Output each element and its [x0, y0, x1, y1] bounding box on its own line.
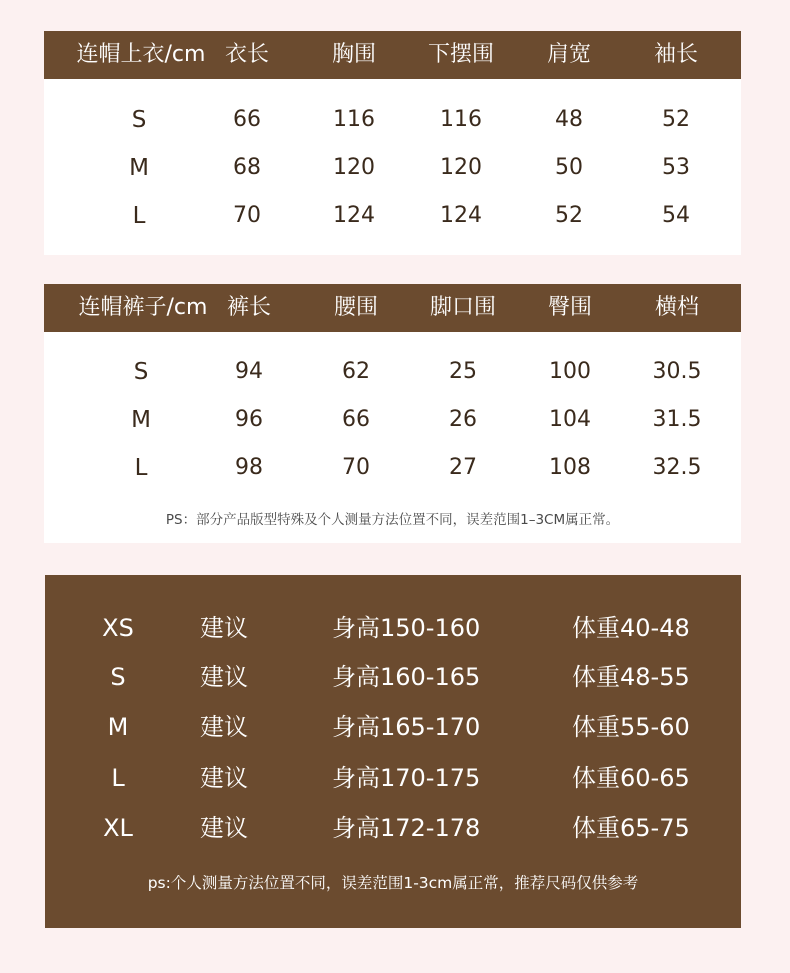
tops-header-shoulder: 肩宽	[546, 42, 592, 67]
size-label: M	[129, 155, 149, 181]
table-cell: 98	[235, 455, 263, 480]
table-cell: 50	[555, 155, 583, 180]
size-label: S	[133, 359, 149, 385]
tops-table-header	[44, 31, 741, 79]
recommendation-row	[45, 660, 741, 694]
table-cell: 94	[235, 359, 263, 384]
pants-table-note: PS：部分产品版型特殊及个人测量方法位置不同，误差范围1–3CM属正常。	[165, 512, 620, 528]
size-label: XS	[102, 614, 134, 642]
table-cell: 70	[342, 455, 370, 480]
tops-header-chest: 胸围	[331, 42, 377, 67]
tops-size-table	[44, 31, 741, 255]
table-cell: 48	[555, 107, 583, 132]
table-cell: 100	[549, 359, 591, 384]
table-cell: 25	[449, 359, 477, 384]
recommendation-row	[45, 811, 741, 845]
table-row	[44, 153, 741, 183]
table-cell: 52	[662, 107, 690, 132]
recommendation-row	[45, 761, 741, 795]
tops-header-hem: 下摆围	[427, 42, 495, 67]
table-cell: 52	[555, 203, 583, 228]
table-cell: 53	[662, 155, 690, 180]
size-label: L	[134, 455, 148, 481]
recommendation-row	[45, 710, 741, 744]
table-cell: 32.5	[652, 455, 702, 480]
suggest-label: 建议	[200, 614, 248, 642]
weight-range: 体重40-48	[572, 614, 690, 642]
weight-range: 体重48-55	[572, 663, 690, 691]
size-label: L	[111, 764, 125, 792]
pants-size-table	[44, 284, 741, 543]
table-row	[44, 201, 741, 231]
size-label: L	[132, 203, 146, 229]
weight-range: 体重55-60	[572, 713, 690, 741]
table-cell: 31.5	[652, 407, 702, 432]
table-cell: 26	[449, 407, 477, 432]
table-cell: 66	[342, 407, 370, 432]
table-cell: 27	[449, 455, 477, 480]
table-cell: 68	[233, 155, 261, 180]
pants-header-crotch: 横档	[654, 295, 700, 320]
weight-range: 体重60-65	[572, 764, 690, 792]
table-cell: 124	[333, 203, 375, 228]
size-label: M	[131, 407, 151, 433]
size-label: XL	[103, 814, 133, 842]
recommendation-row	[45, 611, 741, 645]
table-cell: 108	[549, 455, 591, 480]
tops-header-title: 连帽上衣/cm	[76, 42, 206, 67]
table-cell: 124	[440, 203, 482, 228]
pants-header-length: 裤长	[226, 295, 272, 320]
recommendation-note: ps:个人测量方法位置不同，误差范围1-3cm属正常，推荐尺码仅供参考	[147, 874, 639, 892]
table-cell: 104	[549, 407, 591, 432]
height-range: 身高150-160	[332, 614, 481, 642]
pants-header-leg-opening: 脚口围	[429, 295, 497, 320]
tops-header-length: 衣长	[224, 42, 270, 67]
suggest-label: 建议	[200, 663, 248, 691]
table-cell: 30.5	[652, 359, 702, 384]
table-row	[44, 357, 741, 387]
height-range: 身高172-178	[332, 814, 481, 842]
pants-header-title: 连帽裤子/cm	[78, 295, 208, 320]
table-row	[44, 453, 741, 483]
table-cell: 54	[662, 203, 690, 228]
size-label: S	[110, 663, 126, 691]
table-cell: 116	[440, 107, 482, 132]
height-range: 身高170-175	[332, 764, 481, 792]
table-row	[44, 105, 741, 135]
table-cell: 116	[333, 107, 375, 132]
size-label: S	[131, 107, 147, 133]
table-cell: 70	[233, 203, 261, 228]
suggest-label: 建议	[200, 814, 248, 842]
table-cell: 62	[342, 359, 370, 384]
weight-range: 体重65-75	[572, 814, 690, 842]
pants-header-waist: 腰围	[333, 295, 379, 320]
pants-table-header	[44, 284, 741, 332]
suggest-label: 建议	[200, 764, 248, 792]
table-cell: 96	[235, 407, 263, 432]
pants-header-hip: 臀围	[547, 295, 593, 320]
tops-header-sleeve: 袖长	[653, 42, 699, 67]
height-range: 身高165-170	[332, 713, 481, 741]
height-range: 身高160-165	[332, 663, 481, 691]
table-cell: 120	[440, 155, 482, 180]
size-recommendation-panel	[45, 575, 741, 928]
table-row	[44, 405, 741, 435]
table-cell: 66	[233, 107, 261, 132]
suggest-label: 建议	[200, 713, 248, 741]
table-cell: 120	[333, 155, 375, 180]
size-label: M	[107, 713, 129, 741]
